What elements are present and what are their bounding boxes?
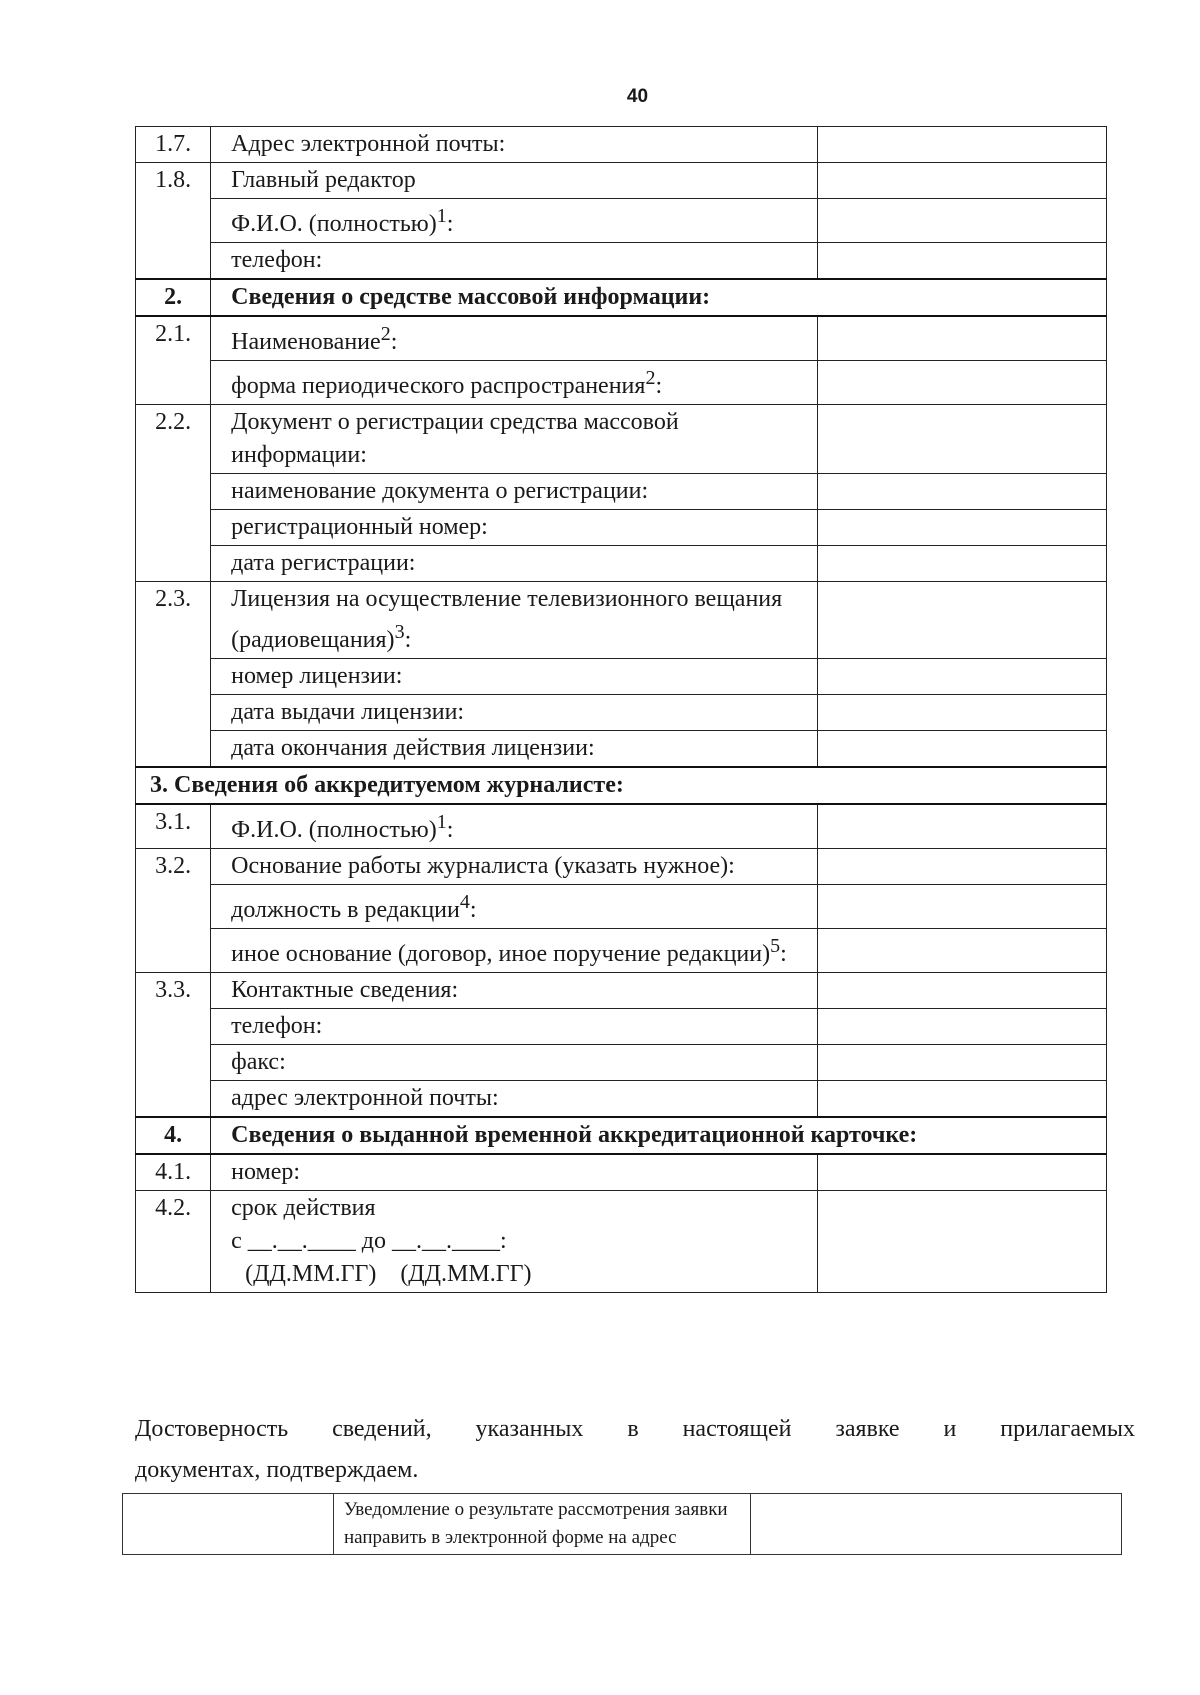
table-row [136, 510, 1107, 546]
table-row [136, 199, 1107, 243]
notice-table [122, 1493, 1122, 1555]
row-label: Ф.И.О. (полностью)$^1$: [211, 199, 817, 243]
section-header-row [136, 279, 1107, 316]
row-number: 3.3. [136, 973, 211, 1118]
row-label: регистрационный номер: [211, 510, 817, 546]
row-number: 4.1. [136, 1154, 211, 1191]
row-number: 2.1. [136, 316, 211, 405]
value-cell[interactable] [817, 474, 1106, 510]
section-title: Сведения о средстве массовой информации: [211, 279, 1107, 316]
row-label: Ф.И.О. (полностью)$^1$: [211, 804, 817, 849]
confirmation-text: Достоверность сведений, указанных в настоящей заявке и прилагаемых [135, 1416, 1135, 1442]
row-label [211, 1191, 817, 1293]
value-cell[interactable] [817, 695, 1106, 731]
row-label: Адрес электронной почты: [211, 127, 817, 163]
value-cell[interactable] [817, 849, 1106, 885]
row-label: Главный редактор [211, 163, 817, 199]
row-label: должность в редакции$^4$: [211, 885, 817, 929]
value-cell[interactable] [817, 163, 1106, 199]
table-row [136, 1191, 1107, 1293]
row-label: факс: [211, 1045, 817, 1081]
table-row [136, 474, 1107, 510]
value-cell[interactable] [817, 510, 1106, 546]
table-row [136, 243, 1107, 280]
row-number: 1.8. [136, 163, 211, 280]
table-row [136, 546, 1107, 582]
email-address-cell[interactable] [751, 1494, 1122, 1555]
value-cell[interactable] [817, 1154, 1106, 1191]
table-row [136, 659, 1107, 695]
value-cell[interactable] [817, 973, 1106, 1009]
row-label: иное основание (договор, иное поручение редакции)$^5$: [211, 929, 817, 973]
table-row [136, 1154, 1107, 1191]
value-cell[interactable] [817, 582, 1106, 659]
table-row [136, 1045, 1107, 1081]
row-label: номер лицензии: [211, 659, 817, 695]
row-label: Лицензия на осуществление телевизионного вещания (радиовещания)$^3$: [211, 582, 817, 659]
table-row [136, 405, 1107, 474]
section-title: 3. Сведения об аккредитуемом журналисте: [136, 767, 1107, 804]
value-cell[interactable] [817, 405, 1106, 474]
table-row [123, 1494, 1122, 1555]
blank-cell[interactable] [123, 1494, 334, 1555]
row-label: телефон: [211, 1009, 817, 1045]
notice-text: Уведомление о результате рассмотрения заявки направить в электронной форме на адрес [334, 1494, 751, 1555]
section-header-row [136, 1117, 1107, 1154]
row-label: дата регистрации: [211, 546, 817, 582]
page-number: 40 [626, 86, 649, 107]
row-number: 1.7. [136, 127, 211, 163]
row-label: Контактные сведения: [211, 973, 817, 1009]
row-label: наименование документа о регистрации: [211, 474, 817, 510]
row-label: Основание работы журналиста (указать нужное): [211, 849, 817, 885]
table-row [136, 849, 1107, 885]
value-cell[interactable] [817, 929, 1106, 973]
value-cell[interactable] [817, 1009, 1106, 1045]
value-cell[interactable] [817, 316, 1106, 361]
row-label: телефон: [211, 243, 817, 280]
value-cell[interactable] [817, 199, 1106, 243]
table-row [136, 163, 1107, 199]
value-cell[interactable] [817, 885, 1106, 929]
row-label: Наименование$^2$: [211, 316, 817, 361]
value-cell[interactable] [817, 731, 1106, 768]
section-number: 2. [136, 279, 211, 316]
row-number: 3.2. [136, 849, 211, 973]
application-form-table [135, 126, 1107, 1293]
confirmation-text-end: документах, подтверждаем. [135, 1457, 419, 1483]
table-row [136, 1009, 1107, 1045]
value-cell[interactable] [817, 361, 1106, 405]
section-header-row [136, 767, 1107, 804]
row-number: 2.3. [136, 582, 211, 768]
row-label: дата окончания действия лицензии: [211, 731, 817, 768]
value-cell[interactable] [817, 659, 1106, 695]
row-label: форма периодического распространения$^2$: [211, 361, 817, 405]
table-row [136, 127, 1107, 163]
row-label: номер: [211, 1154, 817, 1191]
value-cell[interactable] [817, 546, 1106, 582]
row-number: 2.2. [136, 405, 211, 582]
row-label: Документ о регистрации средства массовой информации: [211, 405, 817, 474]
table-row [136, 361, 1107, 405]
row-number: 4.2. [136, 1191, 211, 1293]
value-cell[interactable] [817, 1045, 1106, 1081]
table-row [136, 582, 1107, 659]
table-row [136, 1081, 1107, 1118]
section-number: 4. [136, 1117, 211, 1154]
validity-label: срок действия [231, 1195, 376, 1221]
section-title: Сведения о выданной временной аккредитационной карточке: [211, 1117, 1107, 1154]
date-format-hint: (ДД.ММ.ГГ) (ДД.ММ.ГГ) [245, 1261, 532, 1287]
table-row [136, 695, 1107, 731]
row-label: дата выдачи лицензии: [211, 695, 817, 731]
table-row [136, 316, 1107, 361]
table-row [136, 885, 1107, 929]
value-cell[interactable] [817, 243, 1106, 280]
row-number: 3.1. [136, 804, 211, 849]
value-cell[interactable] [817, 1191, 1106, 1293]
value-cell[interactable] [817, 804, 1106, 849]
table-row [136, 973, 1107, 1009]
table-row [136, 804, 1107, 849]
value-cell[interactable] [817, 1081, 1106, 1118]
value-cell[interactable] [817, 127, 1106, 163]
validity-date-line[interactable]: с __.__.____ до __.__.____: [231, 1228, 507, 1254]
table-row [136, 929, 1107, 973]
table-row [136, 731, 1107, 768]
row-label: адрес электронной почты: [211, 1081, 817, 1118]
